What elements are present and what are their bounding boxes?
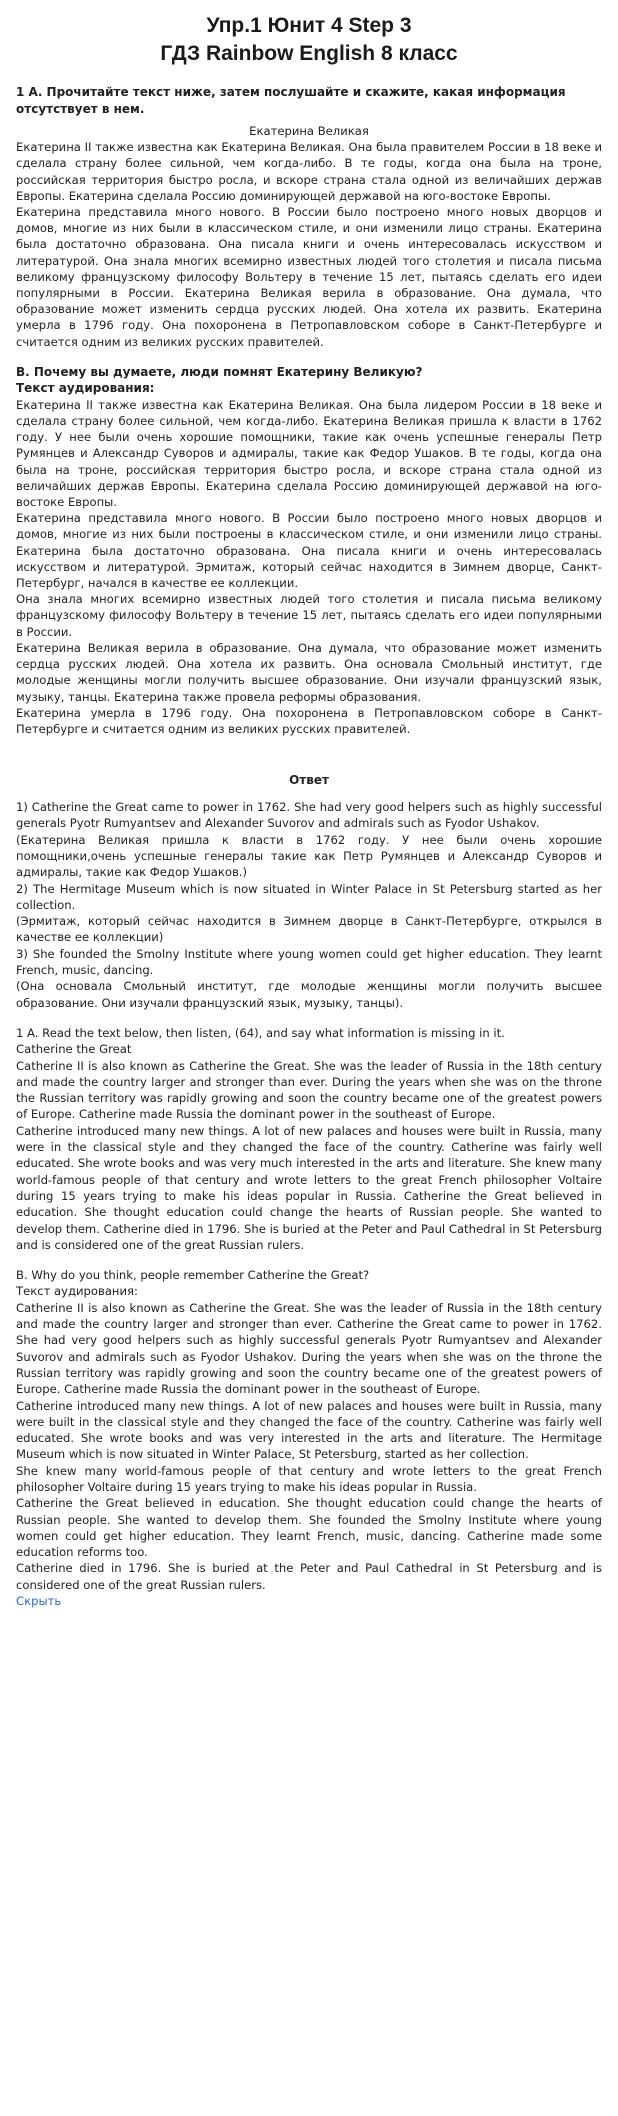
answer-section bbox=[16, 799, 602, 1609]
answer-translation: (Екатерина Великая пришла к власти в 1762 году. У нее были очень хорошие помощники,очень успешные генералы такие как Петр Румянцев и Александр Суворов и адмиралы, такие как Федор Ушаков.) bbox=[16, 832, 602, 880]
collapse-link[interactable]: Скрыть bbox=[16, 1594, 62, 1609]
listening-paragraph: Екатерина умерла в 1796 году. Она похоронена в Петропавловском соборе в Санкт-Петербурге и считается одним из великих русских правителей. bbox=[16, 705, 602, 736]
answer-item: 3) She founded the Smolny Institute where young women could get higher education. They learnt French, music, dancing. bbox=[16, 946, 602, 978]
answer-title: Ответ bbox=[289, 773, 329, 788]
text-a-paragraph: Екатерина II также известна как Екатерина Великая. Она была правителем России в 18 веке и сделала страну более сильной, чем когда-либо. В те годы, когда она была на троне, российская территория быстро росла, и вскоре страна стала одной из величайших держав Европы. Екатерина сделала Россию доминирующей державой на юго-востоке Европы. bbox=[16, 140, 602, 203]
en-text-paragraph: Catherine II is also known as Catherine the Great. She was the leader of Russia in the 18th century and made the country larger and stronger than ever. During the years when she was on the throne the Russian territory was rapidly growing and soon the country became one of the greatest powers of Europe. Catherine made Russia the dominant power in the southeast of Europe. bbox=[16, 1058, 602, 1122]
en-listening-heading: Текст аудирования: bbox=[16, 1284, 138, 1299]
en-listening-paragraph: Catherine died in 1796. She is buried at the Peter and Paul Cathedral in St Petersburg and is considered one of the great Russian rulers. bbox=[16, 1561, 602, 1592]
en-task-b-heading: B. Why do you think, people remember Catherine the Great? bbox=[16, 1268, 370, 1283]
en-listening-paragraph: Catherine II is also known as Catherine the Great. She was the leader of Russia in the 18th century and made the country larger and stronger than ever. Catherine the Great came to power in 1762. She had very good helpers such as highly successful generals Pyotr Rumyantsev and Alexander Suvorov and admirals such as Fyodor Ushakov. During the years when she was on the throne the Russian territory was rapidly growing and soon the country became one of the greatest powers of Europe. Catherine made Russia the dominant power in the southeast of Europe. bbox=[16, 1300, 602, 1397]
en-task-a-heading: 1 A. Read the text below, then listen, (64), and say what information is missing in it. bbox=[16, 1025, 505, 1040]
task-a-heading: 1 А. Прочитайте текст ниже, затем послушайте и скажите, какая информация отсутствует в нем. bbox=[16, 85, 566, 116]
listening-paragraph: Екатерина представила много нового. В России было построено много новых дворцов и домов, многие из них были построены в классическом стиле, и они изменили лицо страны. Екатерина была достаточно образована. Она писала книги и очень интересовалась искусством и литературой. Эрмитаж, который сейчас находится в Зимнем дворце, Санкт-Петербург, начался в качестве ее коллекции. bbox=[16, 511, 602, 591]
text-a-title: Екатерина Великая bbox=[249, 124, 369, 138]
title-line-2: ГДЗ Rainbow English 8 класс bbox=[160, 42, 458, 65]
answer-translation: (Она основала Смольный институт, где молодые женщины могли получить высшее образование. Они изучали французский язык, музыку, танцы). bbox=[16, 979, 602, 1010]
answer-item: 2) The Hermitage Museum which is now situated in Winter Palace in St Petersburg started as her collection. bbox=[16, 881, 602, 912]
en-listening-paragraph: She knew many world-famous people of that century and wrote letters to the great French philosopher Voltaire during 15 years trying to make his ideas popular in Russia. bbox=[16, 1463, 602, 1494]
title-line-1: Упр.1 Юнит 4 Step 3 bbox=[206, 14, 412, 37]
listening-heading: Текст аудирования: bbox=[16, 381, 155, 396]
page-title bbox=[16, 12, 602, 68]
listening-paragraph: Она знала многих всемирно известных людей того столетия и писала письма великому французскому философу Вольтеру в течение 15 лет, пытаясь сделать его идеи популярными в России. bbox=[16, 592, 602, 639]
answer-item: 1) Catherine the Great came to power in 1762. She had very good helpers such as highly successful generals Pyotr Rumyantsev and Alexander Suvorov and admirals such as Fyodor Ushakov. bbox=[16, 800, 602, 831]
answer-translation: (Эрмитаж, который сейчас находится в Зимнем дворце в Санкт-Петербурге, открылся в качестве ее коллекции) bbox=[16, 914, 602, 945]
en-listening-paragraph: Catherine the Great believed in education. She thought education could change the hearts of Russian people. She wanted to develop them. She founded the Smolny Institute where young women could get higher education. They learnt French, music, dancing. Catherine made some education reforms too. bbox=[16, 1496, 602, 1560]
listening-paragraph: Екатерина Великая верила в образование. Она думала, что образование может изменить сердца русских людей. Она хотела их развить. Она основала Смольный институт, где молодые женщины могли получить высшее образование. Они изучали французский язык, музыку, танцы. Екатерина также провела реформы образования. bbox=[16, 640, 602, 704]
listening-paragraph: Екатерина II также известна как Екатерина Великая. Она была лидером России в 18 веке и сделала страну более сильной, чем когда-либо. Екатерина Великая пришла к власти в 1762 году. У нее были очень хорошие помощники, такие как очень успешные генералы Петр Румянцев и Александр Суворов и адмиралы, такие как Федор Ушаков. В те годы, когда она была на троне, российская территория быстро росла, и вскоре страна стала одной из величайших держав Европы. Екатерина сделала Россию доминирующей державой на юго-востоке Европы. bbox=[16, 397, 602, 510]
en-text-paragraph: Catherine introduced many new things. A lot of new palaces and houses were built in Russia, many were in the classical style and they changed the face of the country. Catherine was fairly well educated. She wrote books and was very much interested in the arts and literature. She knew many world-famous people of that century and wrote letters to the great French philosopher Voltaire during 15 years trying to make his ideas popular in Russia. Catherine the Great believed in education. She thought education could change the hearts of Russian people. She wanted to develop them. Catherine died in 1796. She is buried at the Peter and Paul Cathedral in St Petersburg and is considered one of the great Russian rulers. bbox=[16, 1123, 602, 1252]
text-a-paragraph: Екатерина представила много нового. В России было построено много новых дворцов и домов, многие из них были в классическом стиле, и они изменили лицо страны. Екатерина была достаточно образована. Она писала книги и очень интересовалась искусством и литературой. Она знала многих всемирно известных людей того столетия и писала письма великому французскому философу Вольтеру в течение 15 лет, пытаясь сделать его идеи популярными в России. Екатерина Великая верила в образование. Она думала, что образование может изменить сердца русских людей. Она хотела их развить. Екатерина умерла в 1796 году. Она похоронена в Петропавловском соборе в Санкт-Петербурге и считается одним из великих русских правителей. bbox=[16, 205, 602, 349]
en-text-title: Catherine the Great bbox=[16, 1042, 132, 1057]
task-b-heading: B. Почему вы думаете, люди помнят Екатерину Великую? bbox=[16, 364, 423, 379]
en-listening-paragraph: Catherine introduced many new things. A lot of new palaces and houses were built in Russia, many were built in the classical style and they changed the face of the country. Catherine was fairly well educated. She wrote books and was very interested in the arts and literature. The Hermitage Museum which is now situated in Winter Palace, St Petersburg, started as her collection. bbox=[16, 1398, 602, 1462]
